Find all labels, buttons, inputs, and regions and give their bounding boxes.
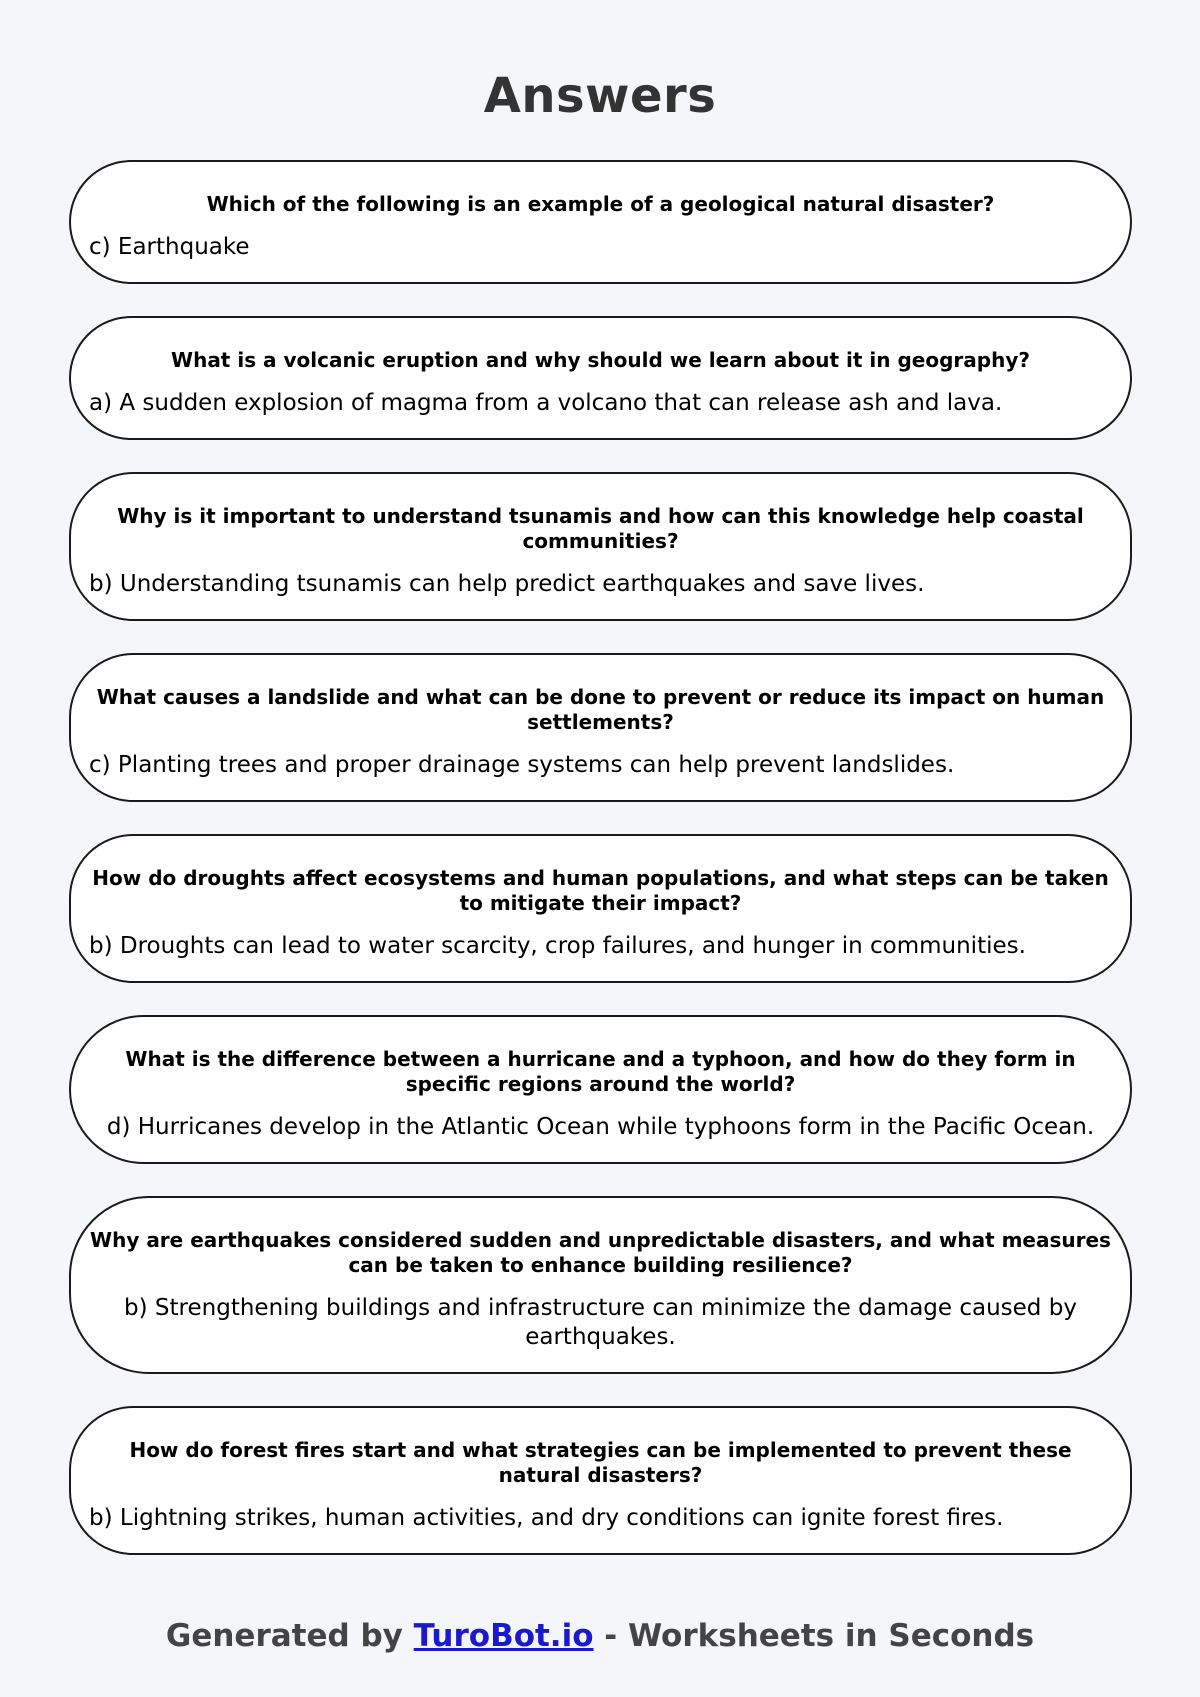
footer-suffix: - Worksheets in Seconds [593, 1618, 1035, 1654]
answer-card [69, 653, 1132, 802]
answer-text: b) Understanding tsunamis can help predict earthquakes and save lives. [89, 571, 925, 597]
answer-card [69, 160, 1132, 284]
question-text: Why are earthquakes considered sudden and unpredictable disasters, and what measures can be taken to enhance building resilience? [90, 1228, 1111, 1277]
answer-card [69, 1196, 1132, 1374]
answer-text: c) Planting trees and proper drainage systems can help prevent landslides. [89, 752, 955, 778]
answer-card [69, 472, 1132, 621]
answer-text: c) Earthquake [89, 234, 250, 260]
answer-text: d) Hurricanes develop in the Atlantic Ocean while typhoons form in the Pacific Ocean. [106, 1114, 1095, 1140]
question-text: What is the difference between a hurricane and a typhoon, and how do they form in specific regions around the world? [125, 1047, 1076, 1096]
footer-prefix: Generated by [165, 1618, 414, 1654]
question-text: Why is it important to understand tsunamis and how can this knowledge help coastal communities? [117, 504, 1084, 553]
answer-text: b) Droughts can lead to water scarcity, crop failures, and hunger in communities. [89, 933, 1026, 959]
answer-card [69, 316, 1132, 440]
question-text: How do droughts affect ecosystems and human populations, and what steps can be taken to mitigate their impact? [92, 866, 1109, 915]
footer [0, 1618, 1200, 1654]
turobot-link[interactable]: TuroBot.io [413, 1618, 594, 1654]
page-title: Answers [483, 68, 717, 124]
answer-text: b) Strengthening buildings and infrastructure can minimize the damage caused by earthquakes. [124, 1295, 1077, 1350]
question-text: How do forest fires start and what strategies can be implemented to prevent these natural disasters? [129, 1438, 1072, 1487]
answer-list [69, 160, 1132, 1587]
question-text: What is a volcanic eruption and why should we learn about it in geography? [171, 348, 1030, 372]
answer-text: a) A sudden explosion of magma from a volcano that can release ash and lava. [89, 390, 1003, 416]
answer-card [69, 1015, 1132, 1164]
question-text: What causes a landslide and what can be done to prevent or reduce its impact on human settlements? [96, 685, 1105, 734]
question-text: Which of the following is an example of a geological natural disaster? [206, 192, 995, 216]
answer-text: b) Lightning strikes, human activities, and dry conditions can ignite forest fires. [89, 1505, 1004, 1531]
answer-card [69, 834, 1132, 983]
answer-card [69, 1406, 1132, 1555]
